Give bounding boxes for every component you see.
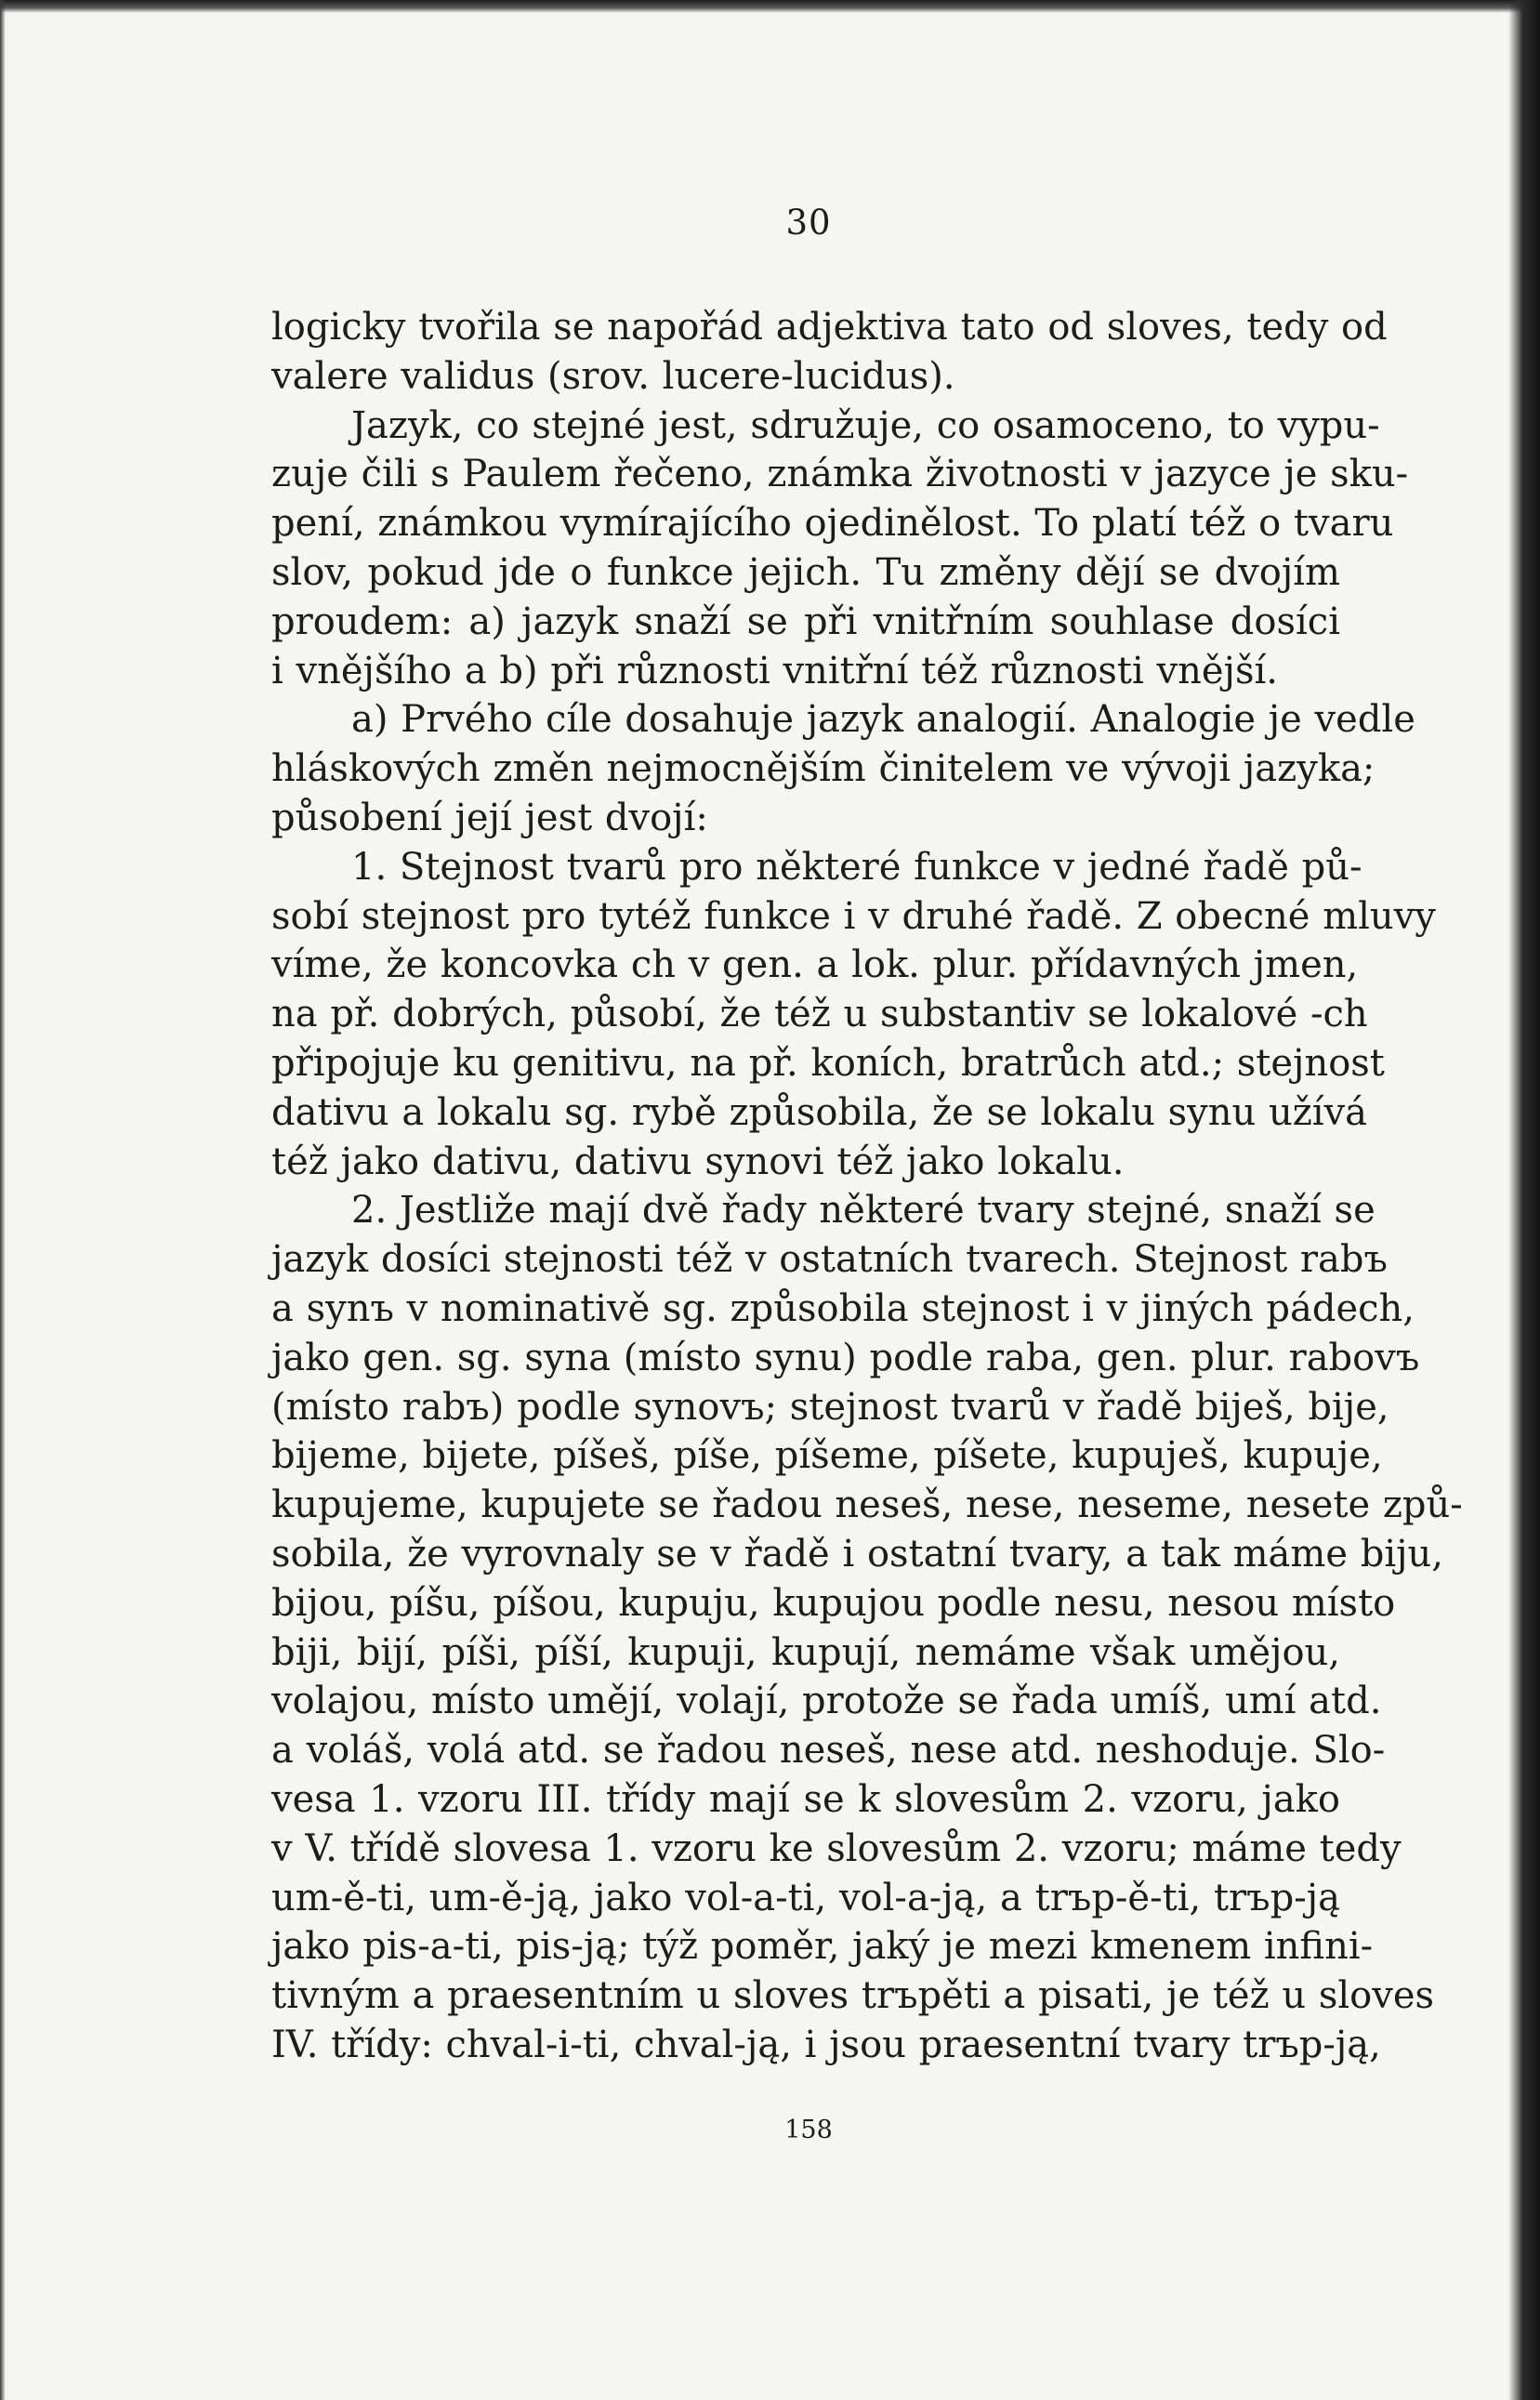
text-line: víme, že koncovka ch v gen. a lok. plur. přídavných jmen,: [271, 943, 1359, 987]
text-line: v V. třídě slovesa 1. vzoru ke slovesům 2. vzoru; máme tedy: [271, 1826, 1402, 1870]
text-line: jako pis-a-ti, pis-ją; týž poměr, jaký je mezi kmenem infini-: [271, 1925, 1374, 1969]
text-line: působení její jest dvojí:: [271, 796, 708, 839]
text-line: zuje čili s Paulem řečeno, známka životnosti v jazyce je sku-: [271, 453, 1409, 496]
text-line: volajou, místo umějí, volají, protože se řada umíš, umí atd.: [271, 1680, 1382, 1723]
text-line: valere validus (srov. lucere-lucidus).: [271, 354, 955, 398]
text-line: sobí stejnost pro tytéž funkce i v druhé řadě. Z obecné mluvy: [271, 894, 1436, 938]
text-line: pení, známkou vymírajícího ojedinělost. To platí též o tvaru: [271, 502, 1394, 546]
text-line: proudem: a) jazyk snaží se při vnitřním souhlase dosíci: [271, 600, 1340, 643]
scan-edge-top: [0, 0, 1540, 13]
text-line: Jazyk, co stejné jest, sdružuje, co osamoceno, to vypu-: [351, 403, 1380, 447]
text-line: bijou, píšu, píšou, kupuju, kupujou podle nesu, nesou místo: [271, 1581, 1396, 1625]
text-line: a voláš, volá atd. se řadou neseš, nese atd. neshoduje. Slo-: [271, 1729, 1386, 1773]
text-line: (místo rabъ) podle synovъ; stejnost tvarů v řadě biješ, bije,: [271, 1385, 1389, 1429]
text-line: tivným a praesentním u sloves trъpěti a pisati, je též u sloves: [271, 1974, 1435, 2018]
text-line: biji, bijí, píši, píší, kupuji, kupují, nemáme však umějou,: [271, 1630, 1340, 1674]
text-line: dativu a lokalu sg. rybě způsobila, že se lokalu synu užívá: [271, 1090, 1368, 1134]
text-line: jako gen. sg. syna (místo synu) podle raba, gen. plur. rabovъ: [271, 1336, 1420, 1379]
page-number: 30: [785, 203, 832, 243]
text-line: kupujeme, kupujete se řadou neseš, nese, neseme, nesete způ-: [271, 1484, 1463, 1527]
text-line: 1. Stejnost tvarů pro některé funkce v jedné řadě pů-: [351, 845, 1362, 889]
text-line: jazyk dosíci stejnosti též v ostatních tvarech. Stejnost rabъ: [271, 1238, 1388, 1282]
text-line: hláskových změn nejmocnějším činitelem ve vývoji jazyka;: [271, 747, 1375, 791]
body-text: [271, 303, 1463, 2070]
text-line: a) Prvého cíle dosahuje jazyk analogií. Analogie je vedle: [351, 698, 1415, 742]
text-line: IV. třídy: chval-i-ti, chval-ją, i jsou praesentní tvary trъp-ją,: [271, 2023, 1381, 2066]
text-line: slov, pokud jde o funkce jejich. Tu změny dějí se dvojím: [271, 550, 1340, 594]
scan-edge-left: [0, 0, 6, 2400]
scan-edge-right: [1508, 0, 1540, 2400]
text-line: 2. Jestliže mají dvě řady některé tvary stejné, snaží se: [351, 1189, 1375, 1233]
text-line: bijeme, bijete, píšeš, píše, píšeme, píšete, kupuješ, kupuje,: [271, 1434, 1383, 1478]
text-line: i vnějšího a b) při různosti vnitřní též různosti vnější.: [271, 649, 1278, 692]
text-line: a synъ v nominativě sg. způsobila stejnost i v jiných pádech,: [271, 1286, 1415, 1330]
text-line: logicky tvořila se napořád adjektiva tato od sloves, tedy od: [271, 306, 1388, 349]
text-line: sobila, že vyrovnaly se v řadě i ostatní tvary, a tak máme biju,: [271, 1532, 1443, 1576]
text-line: připojuje ku genitivu, na př. koních, bratrůch atd.; stejnost: [271, 1041, 1385, 1085]
text-line: též jako dativu, dativu synovi též jako lokalu.: [271, 1140, 1125, 1183]
footer-sheet-number: 158: [784, 2116, 833, 2144]
text-line: um-ě-ti, um-ě-ją, jako vol-a-ti, vol-a-ją, a trъp-ě-ti, trъp-ją: [271, 1876, 1340, 1919]
text-line: na př. dobrých, působí, že též u substantiv se lokalové -ch: [271, 993, 1368, 1036]
text-line: vesa 1. vzoru III. třídy mají se k slovesům 2. vzoru, jako: [271, 1777, 1340, 1821]
